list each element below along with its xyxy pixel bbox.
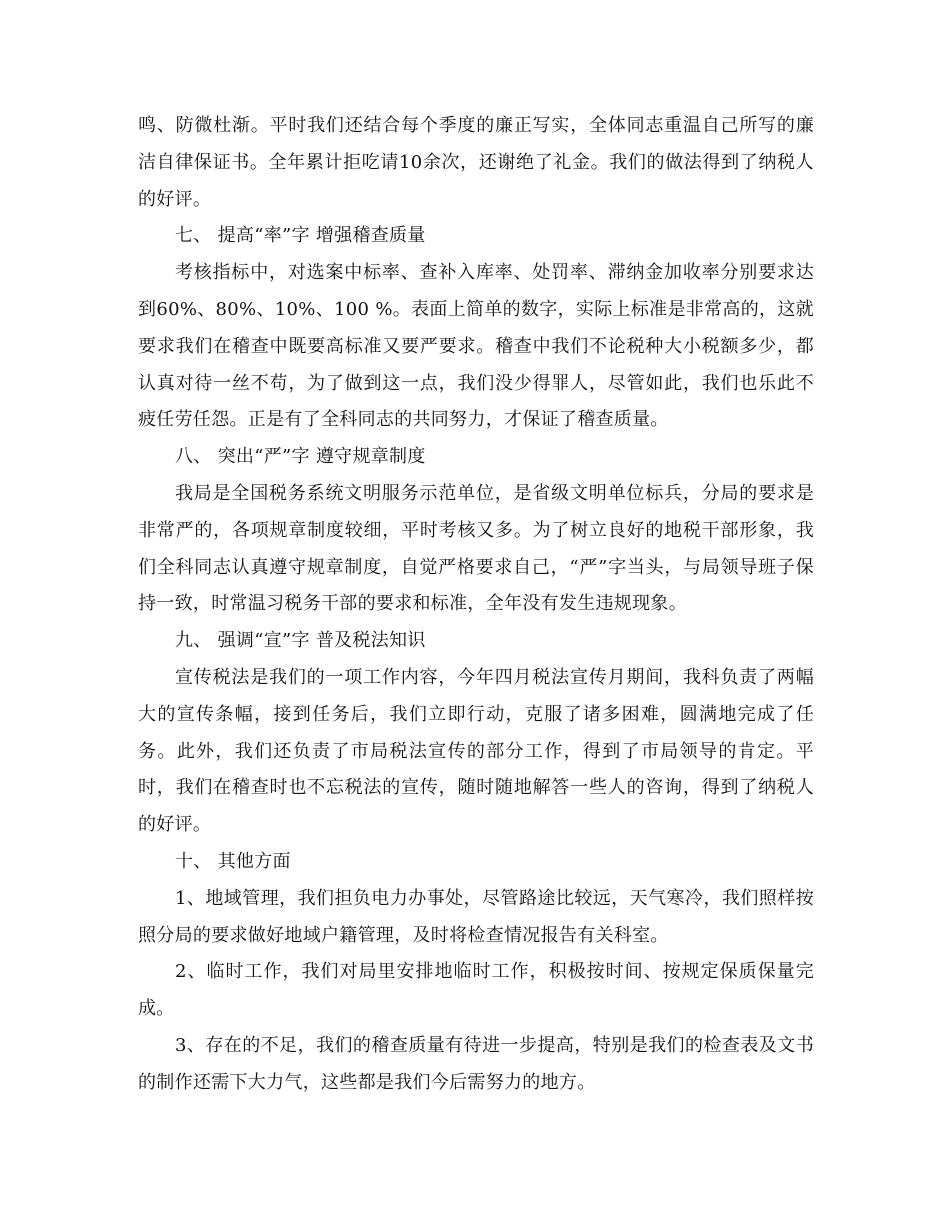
section-heading-rate: 七、 提高“率”字 增强稽查质量: [175, 225, 426, 247]
section-heading-publicity: 九、 强调“宣”字 普及税法知识: [175, 630, 426, 652]
paragraph-integrity-continued: 鸣、防微杜渐。平时我们还结合每个季度的廉正写实，全体同志重温自己所写的廉洁自律保证书。全年累计拒吃请10余次，还谢绝了礼金。我们的做法得到了纳税人的好评。: [138, 115, 814, 210]
paragraph-publicity: 宣传税法是我们的一项工作内容，今年四月税法宣传月期间，我科负责了两幅大的宣传条幅，接到任务后，我们立即行动，克服了诸多困难，圆满地完成了任务。此外，我们还负责了市局税法宣传的部分工作，得到了市局领导的肯定。平时，我们在稽查时也不忘税法的宣传，随时随地解答一些人的咨询，得到了纳税人的好评。: [138, 666, 814, 836]
document-page: [138, 108, 814, 1102]
section-heading-strict: 八、 突出“严”字 遵守规章制度: [175, 446, 426, 468]
paragraph-strict: 我局是全国税务系统文明服务示范单位，是省级文明单位标兵，分局的要求是非常严的，各项规章制度较细，平时考核又多。为了树立良好的地税干部形象，我们全科同志认真遵守规章制度，自觉严格要求自己，“严”字当头，与局领导班子保持一致，时常温习税务干部的要求和标准，全年没有发生违规现象。: [138, 482, 814, 615]
section-heading-other: 十、 其他方面: [175, 850, 291, 872]
paragraph-other-3: 3、存在的不足，我们的稽查质量有待进一步提高，特别是我们的检查表及文书的制作还需下大力气，这些都是我们今后需努力的地方。: [138, 1034, 814, 1093]
paragraph-other-1: 1、地域管理，我们担负电力办事处，尽管路途比较远，天气寒冷，我们照样按照分局的要求做好地域户籍管理，及时将检查情况报告有关科室。: [138, 887, 814, 946]
paragraph-other-2: 2、临时工作，我们对局里安排地临时工作，积极按时间、按规定保质保量完成。: [138, 961, 814, 1020]
paragraph-rate: 考核指标中，对选案中标率、查补入库率、处罚率、滞纳金加收率分别要求达到60%、80%、10%、100 %。表面上简单的数字，实际上标准是非常高的，这就要求我们在稽查中既要高标准又要严要求。稽查中我们不论税种大小税额多少，都认真对待一丝不苟，为了做到这一点，我们没少得罪人，尽管如此，我们也乐此不疲任劳任怨。正是有了全科同志的共同努力，才保证了稽查质量。: [138, 262, 814, 431]
